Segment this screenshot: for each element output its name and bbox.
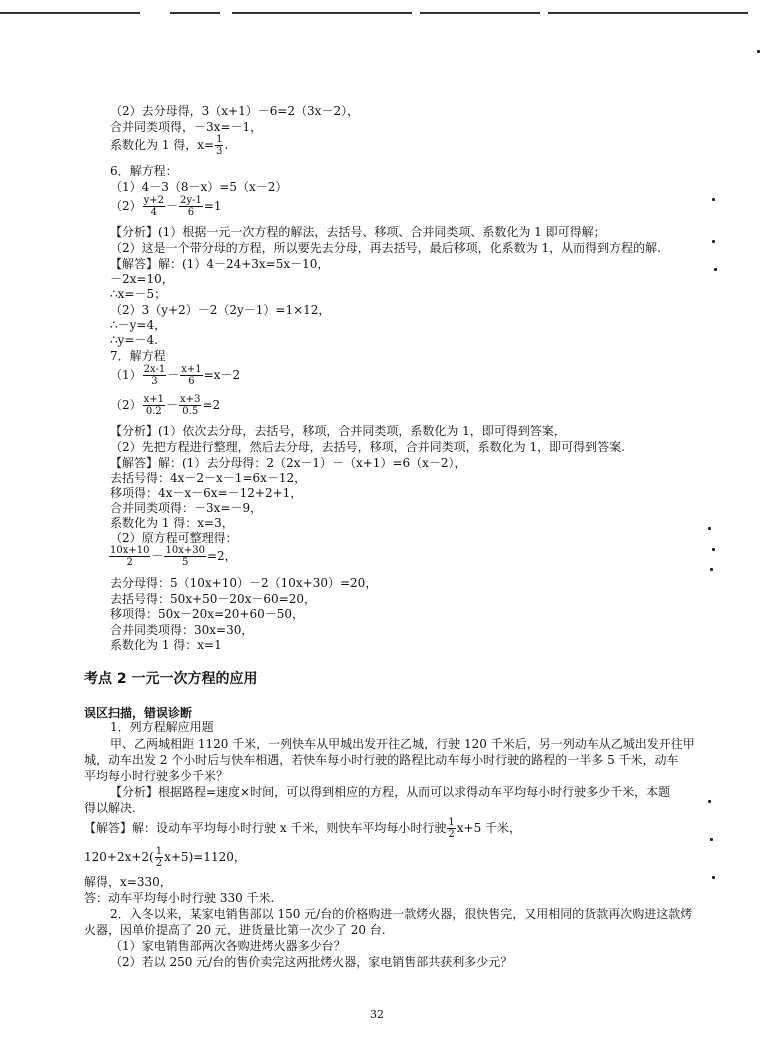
denominator: 4 [150, 207, 158, 218]
numerator: 10x+30 [165, 545, 205, 556]
text: =2， [206, 549, 237, 563]
text-line: 合并同类项得：－3x=－9， [110, 501, 263, 515]
text-line: 合并同类项得：30x=30， [110, 623, 254, 637]
fraction [143, 364, 167, 387]
text: （2） [110, 199, 142, 213]
text-line: ∴－y=4， [110, 318, 167, 332]
fraction [447, 817, 455, 840]
text-line: 系数化为 1 得：x=1 [110, 638, 222, 652]
text-line: 移项得：50x－20x=20+60－50， [110, 607, 304, 621]
numerator: 2y-1 [180, 195, 202, 206]
text-line: 得以解决. [84, 801, 136, 815]
text-line: 【分析】根据路程=速度×时间，可以得到相应的方程，从而可以求得动车平均每小时行驶多少千米，本题 [110, 785, 671, 799]
text: － [166, 398, 179, 412]
text-line: ∴y=－4. [110, 333, 158, 347]
numerator: 1 [155, 846, 163, 857]
page-number: 32 [370, 1008, 384, 1021]
text-line: 2．入冬以来，某家电销售部以 150 元/台的价格购进一款烤火器，很快售完，又用相同的货款再次购进这款烤 [110, 907, 693, 921]
text-line: 系数化为 1 得：x=3， [110, 516, 234, 530]
denominator: 2 [448, 829, 455, 840]
fraction [109, 545, 150, 568]
text-line [84, 846, 246, 869]
text-line: 解得，x=330， [84, 875, 172, 889]
numerator: 10x+10 [110, 545, 150, 556]
text: 120+2x+2( [84, 850, 154, 864]
text: － [166, 199, 179, 213]
text: =2 [202, 398, 221, 412]
numerator: 2x-1 [143, 364, 166, 375]
text: 【解答】解：设动车平均每小时行驶 x 千米，则快车平均每小时行驶 [84, 821, 447, 835]
denominator: 6 [187, 207, 195, 218]
text-line: 【分析】(1）依次去分母，去括号，移项，合并同类项，系数化为 1，即可得到答案， [110, 424, 566, 438]
denominator: 2 [126, 557, 133, 568]
section-heading: 考点 2 一元一次方程的应用 [84, 671, 258, 687]
text-line: 【解答】解：(1）去分母得：2（2x－1）－（x+1）=6（x－2）， [110, 456, 467, 470]
text-line: ∴x=－5； [110, 287, 167, 301]
text-line: 合并同类项得，－3x=－1， [110, 120, 263, 134]
text-line: （2）原方程可整理得： [110, 531, 238, 545]
numerator: 1 [216, 134, 223, 145]
text-line [110, 134, 228, 157]
text-line: －2x=10， [110, 272, 174, 286]
text-line: 城，动车出发 2 个小时后与快车相遇，若快车每小时行驶的路程比动车每小时行驶的路程的一半多 5 千米，动车 [84, 753, 679, 767]
text-line [110, 364, 240, 387]
numerator: 1 [448, 817, 455, 828]
text-line: （2）若以 250 元/台的售价卖完这两批烤火器，家电销售部共获利多少元？ [110, 955, 513, 969]
text-line: 去括号得：50x+50－20x－60=20， [110, 592, 316, 606]
text-line [110, 195, 222, 218]
text-line [108, 545, 237, 568]
fraction [143, 394, 165, 417]
fraction [179, 195, 203, 218]
text: 系数化为 1 得，x= [110, 138, 215, 152]
text: =1 [203, 199, 222, 213]
text: =x－2 [203, 368, 241, 382]
text: （2） [110, 398, 142, 412]
section-subheading: 误区扫描，错误诊断 [84, 706, 193, 720]
denominator: 3 [151, 376, 158, 387]
fraction [180, 364, 202, 387]
text-line: 去括号得：4x－2－x－1=6x－12， [110, 471, 307, 485]
text-line: （2）这是一个带分母的方程，所以要先去分母，再去括号，最后移项，化系数为 1，从而得到方程的解. [110, 241, 661, 255]
text-line: （1）4－3（8－x）=5（x－2） [110, 180, 288, 194]
denominator: 3 [216, 146, 223, 157]
text: － [167, 368, 180, 382]
text-line: 6．解方程： [110, 164, 178, 178]
text-line: 移项得：4x－x－6x=－12+2+1， [110, 486, 303, 500]
text-line [110, 394, 220, 417]
denominator: 2 [155, 858, 163, 869]
text: （1） [110, 368, 142, 382]
fraction [179, 394, 201, 417]
denominator: 0.5 [182, 406, 199, 417]
numerator: x+1 [143, 394, 165, 405]
fraction [164, 545, 205, 568]
text-line: 答：动车平均每小时行驶 330 千米. [84, 891, 275, 905]
text-line: 甲、乙两城相距 1120 千米，一列快车从甲城出发开往乙城，行驶 120 千米后，另一列动车从乙城出发开往甲 [110, 737, 695, 751]
text-line: 火器，因单价提高了 20 元，进货量比第一次少了 20 台. [84, 923, 386, 937]
fraction [215, 134, 223, 157]
denominator: 5 [182, 557, 189, 568]
text-line: 【解答】解：(1）4－24+3x=5x－10， [110, 257, 330, 271]
text-line: 去分母得：5（10x+10）－2（10x+30）=20， [110, 576, 378, 590]
text-line [84, 817, 521, 840]
text-line: 7．解方程 [110, 349, 166, 363]
text: x+5 千米， [456, 821, 522, 835]
numerator: x+1 [181, 364, 202, 375]
text: x+5)=1120， [164, 850, 246, 864]
text-line: （1）家电销售部两次各购进烤火器多少台？ [110, 939, 346, 953]
denominator: 0.2 [145, 406, 162, 417]
text: . [224, 138, 229, 152]
text-line: （2）去分母得，3（x+1）－6=2（3x－2）， [110, 104, 360, 118]
text-line: 平均每小时行驶多少千米？ [84, 769, 229, 783]
text-line: （2）3（y+2）－2（2y－1）=1×12， [110, 303, 331, 317]
fraction [155, 846, 163, 869]
text-line: （2）先把方程进行整理，然后去分母，去括号，移项，合并同类项，系数化为 1，即可得到答案. [110, 440, 625, 454]
fraction [143, 195, 165, 218]
numerator: y+2 [143, 195, 165, 206]
denominator: 6 [188, 376, 195, 387]
text: － [151, 549, 164, 563]
numerator: x+3 [180, 394, 201, 405]
text-line: 【分析】(1）根据一元一次方程的解法，去括号、移项、合并同类项、系数化为 1 即可得解； [110, 225, 606, 239]
question-title: 1．列方程解应用题 [110, 720, 214, 734]
